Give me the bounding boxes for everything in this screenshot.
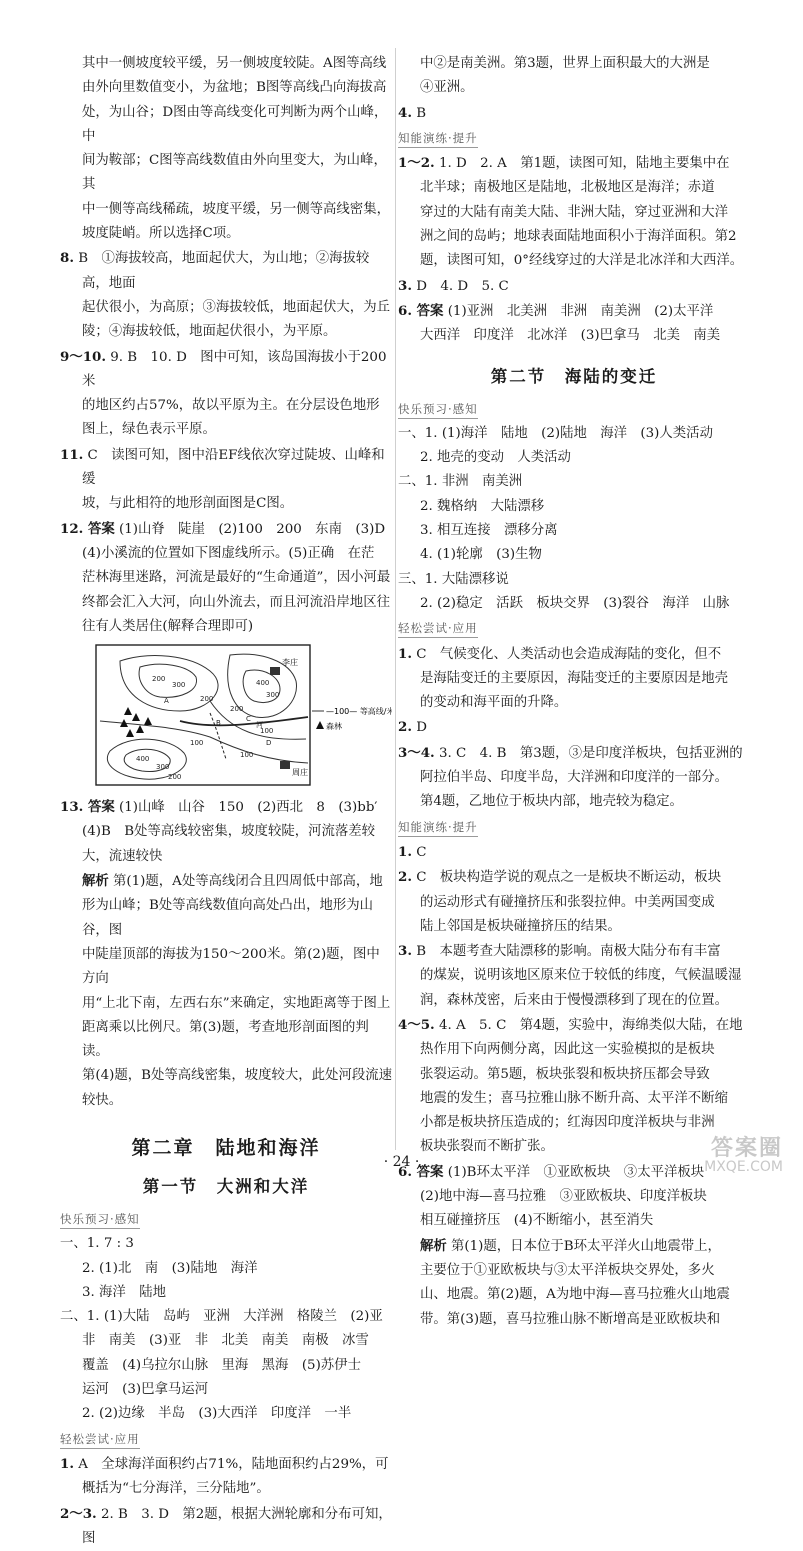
answer-line: [60, 1502, 392, 1551]
answer-line: [60, 1452, 392, 1477]
answer-text: B 本题考查大陆漂移的影响。南极大陆分布有丰富: [411, 944, 721, 960]
map-legend-forest: 森林: [326, 722, 342, 732]
answer-line: [398, 840, 750, 865]
left-column: [60, 52, 392, 1551]
left-answers-middle: [60, 795, 392, 1113]
answer-line: 阿拉伯半岛、印度半岛，大洋洲和印度洋的一部分。: [420, 770, 728, 786]
answer-line: 较快。: [82, 1092, 123, 1108]
answer-line: (4)小溪流的位置如下图虚线所示。(5)正确 在茫: [82, 545, 375, 561]
section-label: 轻松尝试·应用: [60, 1430, 140, 1449]
answer-line: 板块张裂而不断扩张。: [420, 1139, 554, 1155]
answer-line: 由外向里数值变小，为盆地；B图等高线凸向海拔高: [82, 80, 387, 96]
answer-line: [398, 1013, 750, 1038]
answer-line: 距离乘以比例尺。第(3)题，考查地形剖面图的判读。: [82, 1019, 369, 1060]
answer-line: [60, 795, 392, 820]
answer-line: 洲之间的岛屿；地球表面陆地面积小于海洋面积。第2: [420, 229, 737, 245]
question-number: 6. 答案: [398, 1163, 444, 1180]
answer-text: C 气候变化、人类活动也会造成海陆的变化，但不: [411, 646, 722, 662]
contour-map-figure: [60, 641, 392, 791]
map-label: 100: [190, 739, 204, 748]
right-column: [398, 52, 750, 1332]
answer-line: 的运动形式有碰撞挤压和张裂拉伸。中美两国变成: [420, 894, 715, 910]
answer-line: [60, 345, 392, 395]
watermark: [704, 1136, 783, 1176]
answer-line: 中一侧等高线稀疏，坡度平缓，另一侧等高线密集，: [82, 201, 390, 217]
answer-line: 热作用下向两侧分离，因此这一实验模拟的是板块: [420, 1042, 715, 1058]
map-legend-contour: —100— 等高线/米: [326, 707, 392, 717]
map-label: 300: [156, 763, 170, 772]
map-label: 河: [256, 721, 263, 730]
answer-line: [60, 443, 392, 493]
answer-line: [398, 151, 750, 176]
question-number: 4～5.: [398, 1016, 435, 1033]
answer-line: 陵；④海拔较低，地面起伏很小，为平原。: [82, 324, 337, 340]
answer-line: [398, 1234, 750, 1259]
map-place-1: 李庄: [282, 658, 298, 668]
answer-text: D: [411, 720, 427, 736]
answer-text: (1)山脊 陡崖 (2)100 200 东南 (3)D: [114, 521, 386, 537]
question-number: 解析: [420, 1237, 447, 1254]
answer-line: [398, 715, 750, 740]
answer-line: ④亚洲。: [420, 80, 474, 96]
answer-text: B ①海拔较高，地面起伏大，为山地；②海拔较高，地面: [73, 251, 370, 291]
answer-line: 中陡崖顶部的海拔为150～200米。第(2)题，图中方向: [82, 946, 380, 987]
question-number: 2.: [398, 869, 412, 886]
answer-text: (1)山峰 山谷 150 (2)西北 8 (3)bb′: [114, 800, 378, 816]
answer-text: 第(1)题，日本位于B环太平洋火山地震带上，: [446, 1238, 721, 1254]
answer-line: [398, 741, 750, 766]
question-number: 解析: [82, 873, 109, 890]
answer-line: 一、1. (1)海洋 陆地 (2)陆地 海洋 (3)人类活动: [398, 425, 713, 441]
answer-line: [398, 299, 750, 324]
answer-line: 主要位于①亚欧板块与③太平洋板块交界处，多火: [420, 1262, 715, 1278]
question-number: 4.: [398, 104, 412, 121]
question-number: 2～3.: [60, 1505, 97, 1522]
answer-line: 二、1. 非洲 南美洲: [398, 474, 523, 490]
answer-line: 2. (2)稳定 活跃 板块交界 (3)裂谷 海洋 山脉: [420, 595, 730, 611]
answer-text: 3. C 4. B 第3题，③是印度洋板块，包括亚洲的: [434, 745, 743, 761]
map-label: 100: [260, 727, 274, 736]
answer-line: 地震的发生；喜马拉雅山脉不断升高、太平洋不断缩: [420, 1090, 728, 1106]
section-label-row: [398, 126, 750, 151]
answer-line: 4. (1)轮廓 (3)生物: [420, 547, 542, 563]
answer-line: 小都是板块挤压造成的；红海因印度洋板块与非洲: [420, 1115, 715, 1131]
answer-text: C 读图可知，图中沿EF线依次穿过陡坡、山峰和缓: [82, 447, 385, 488]
question-number: 8.: [60, 250, 74, 267]
answer-text: 4. A 5. C 第4题，实验中，海绵类似大陆，在地: [434, 1017, 743, 1033]
answer-line: 是海陆变迁的主要原因，海陆变迁的主要原因是地壳: [420, 670, 728, 686]
section-label: 快乐预习·感知: [398, 400, 478, 419]
section-label-row: [398, 616, 750, 641]
answer-line: 2. 魏格纳 大陆漂移: [420, 498, 545, 514]
answer-line: 的煤炭，说明该地区原来位于较低的纬度，气候温暖湿: [420, 968, 742, 984]
section-title-1: 第一节 大洲和大洋: [142, 1176, 310, 1196]
answer-line: 三、1. 大陆漂移说: [398, 571, 509, 587]
page-number: · 24 ·: [383, 1154, 420, 1170]
answer-line: 润，森林茂密，后来由于慢慢漂移到了现在的位置。: [420, 992, 728, 1008]
answer-line: 覆盖 (4)乌拉尔山脉 里海 黑海 (5)苏伊士: [82, 1357, 361, 1373]
map-label: 300: [266, 691, 280, 700]
answer-line: 中②是南美洲。第3题，世界上面积最大的大洲是: [420, 56, 710, 71]
question-number: 9～10.: [60, 348, 107, 365]
answer-line: 第(4)题，B处等高线密集，坡度较大，此处河段流速: [82, 1068, 393, 1084]
question-number: 1.: [60, 1455, 74, 1472]
answer-line: 用“上北下南，左西右东”来确定，实地距离等于图上: [82, 995, 391, 1011]
watermark-url: MXQE.COM: [704, 1159, 783, 1175]
section-label: 知能演练·提升: [398, 818, 478, 837]
answer-line: 非 南美 (3)亚 非 北美 南美 南极 冰雪: [82, 1333, 369, 1349]
answer-text: C 板块构造学说的观点之一是板块不断运动，板块: [411, 870, 722, 886]
answer-line: 往有人类居住(解释合理即可): [82, 618, 254, 634]
answer-line: 终都会汇入大河，向山外流去，而且河流沿岸地区往: [82, 594, 390, 610]
section-label-row: [60, 1207, 392, 1232]
map-label: 200: [152, 675, 166, 684]
answer-line: [398, 642, 750, 667]
answer-text: C: [411, 844, 427, 860]
answer-line: 3. 相互连接 漂移分离: [420, 523, 558, 539]
chapter-title: 第二章 陆地和海洋: [131, 1136, 321, 1159]
map-label: 300: [172, 681, 186, 690]
question-number: 12. 答案: [60, 520, 115, 537]
right-answers-bottom: [398, 397, 750, 1332]
answer-line: [60, 869, 392, 894]
section-label-row: [398, 397, 750, 422]
answer-line: 其中一侧坡度较平缓，另一侧坡度较陡。A图等高线: [82, 56, 387, 71]
question-number: 1～2.: [398, 155, 435, 172]
map-place-2: 周庄: [292, 768, 308, 778]
answer-text: (1)B环太平洋 ①亚欧板块 ③太平洋板块: [443, 1164, 705, 1180]
answer-line: 第4题，乙地位于板块内部，地壳较为稳定。: [420, 794, 683, 810]
answer-line: 相互碰撞挤压 (4)不断缩小，甚至消失: [420, 1213, 654, 1229]
answer-line: 间为鞍部；C图等高线数值由外向里变大，为山峰，其: [82, 153, 387, 193]
section-label: 轻松尝试·应用: [398, 619, 478, 638]
answer-line: 山、地震。第(2)题，A为地中海—喜马拉雅火山地震: [420, 1287, 730, 1303]
left-answers-bottom: [60, 1207, 392, 1551]
answer-line: [60, 517, 392, 542]
answer-line: 张裂运动。第5题，板块张裂和板块挤压都会导致: [420, 1066, 710, 1082]
section-title-2: 第二节 海陆的变迁: [490, 366, 658, 386]
answer-text: 9. B 10. D 图中可知，该岛国海拔小于200米: [82, 349, 387, 389]
answer-line: 形为山峰；B处等高线数值向高处凸出，地形为山谷，图: [82, 898, 374, 938]
map-label: 200: [230, 705, 244, 714]
map-label: D: [266, 739, 272, 748]
answer-line: [398, 274, 750, 299]
map-label: 100: [240, 751, 254, 760]
answer-line: (4)B B处等高线较密集，坡度较陡，河流落差较: [82, 824, 376, 840]
question-number: 2.: [398, 719, 412, 736]
answer-line: 题，读图可知，0°经线穿过的大洋是北冰洋和大西洋。: [420, 253, 744, 269]
map-label: 400: [256, 679, 270, 688]
answer-text: 第(1)题，A处等高线闭合且四周低中部高，地: [108, 874, 383, 890]
answer-line: 起伏很小，为高原；③海拔较低，地面起伏大，为丘: [82, 299, 390, 315]
answer-line: 大西洋 印度洋 北冰洋 (3)巴拿马 北美 南美: [420, 328, 721, 344]
answer-line: [398, 939, 750, 964]
map-label: C: [246, 715, 251, 724]
answer-line: 图上，绿色表示平原。: [82, 422, 216, 438]
answer-line: 2. (2)边缘 半岛 (3)大西洋 印度洋 一半: [82, 1406, 352, 1422]
map-label: B: [216, 719, 221, 728]
answer-line: 北半球；南极地区是陆地，北极地区是海洋；赤道: [420, 180, 715, 196]
answer-line: 处，为山谷；D图由等高线变化可判断为两个山峰，中: [82, 104, 388, 144]
map-label: 200: [200, 695, 214, 704]
section-label-row: [60, 1427, 392, 1452]
question-number: 11.: [60, 446, 84, 463]
left-answers-top: [60, 52, 392, 639]
answer-text: B: [411, 105, 427, 121]
answer-line: 二、1. (1)大陆 岛屿 亚洲 大洋洲 格陵兰 (2)亚: [60, 1309, 383, 1325]
answer-line: 的地区约占57%，故以平原为主。在分层设色地形: [82, 398, 380, 414]
question-number: 3～4.: [398, 744, 435, 761]
answer-line: [398, 865, 750, 890]
answer-line: 一、1. 7 : 3: [60, 1236, 134, 1252]
map-label: A: [164, 697, 169, 706]
map-label: 200: [168, 773, 182, 782]
question-number: 3.: [398, 943, 412, 960]
question-number: 3.: [398, 277, 412, 294]
contour-map: [60, 641, 392, 791]
answer-text: (1)亚洲 北美洲 非洲 南美洲 (2)太平洋: [443, 303, 714, 319]
section-label: 知能演练·提升: [398, 129, 478, 148]
answer-text: 1. D 2. A 第1题，读图可知，陆地主要集中在: [434, 156, 730, 172]
answer-line: 2. (1)北 南 (3)陆地 海洋: [82, 1260, 258, 1276]
answer-line: 3. 海洋 陆地: [82, 1284, 166, 1300]
column-divider: [395, 48, 396, 1150]
answer-line: [60, 246, 392, 296]
answer-line: 概括为“七分海洋，三分陆地”。: [82, 1481, 270, 1497]
answer-text: 2. B 3. D 第2题，根据大洲轮廓和分布可知，图: [82, 1506, 392, 1546]
question-number: 1.: [398, 843, 412, 860]
question-number: 6. 答案: [398, 302, 444, 319]
answer-line: 坡，与此相符的地形剖面图是C图。: [82, 496, 294, 512]
answer-line: 的变动和海平面的升降。: [420, 695, 568, 711]
answer-line: 坡度陡峭。所以选择C项。: [82, 226, 240, 242]
answer-line: 带。第(3)题，喜马拉雅山脉不断增高是亚欧板块和: [420, 1311, 721, 1327]
watermark-logo: 答案圈: [710, 1136, 783, 1161]
answer-line: [398, 101, 750, 126]
answer-line: 大，流速较快: [82, 848, 163, 864]
question-number: 13. 答案: [60, 799, 115, 816]
answer-line: 茫林海里迷路，河流是最好的“生命通道”，因小河最: [82, 570, 391, 586]
right-answers-top: [398, 52, 750, 349]
answer-line: 运河 (3)巴拿马运河: [82, 1382, 209, 1398]
answer-line: 穿过的大陆有南美大陆、非洲大陆，穿过亚洲和大洋: [420, 204, 728, 220]
section-label-row: [398, 815, 750, 840]
map-label: 400: [136, 755, 150, 764]
answer-text: D 4. D 5. C: [411, 278, 509, 294]
section-label: 快乐预习·感知: [60, 1210, 140, 1229]
answer-line: (2)地中海—喜马拉雅 ③亚欧板块、印度洋板块: [420, 1189, 707, 1205]
answer-line: 2. 地壳的变动 人类活动: [420, 450, 571, 466]
question-number: 1.: [398, 645, 412, 662]
answer-line: 陆上邻国是板块碰撞挤压的结果。: [420, 918, 621, 934]
answer-text: A 全球海洋面积约占71%，陆地面积约占29%，可: [73, 1456, 389, 1472]
